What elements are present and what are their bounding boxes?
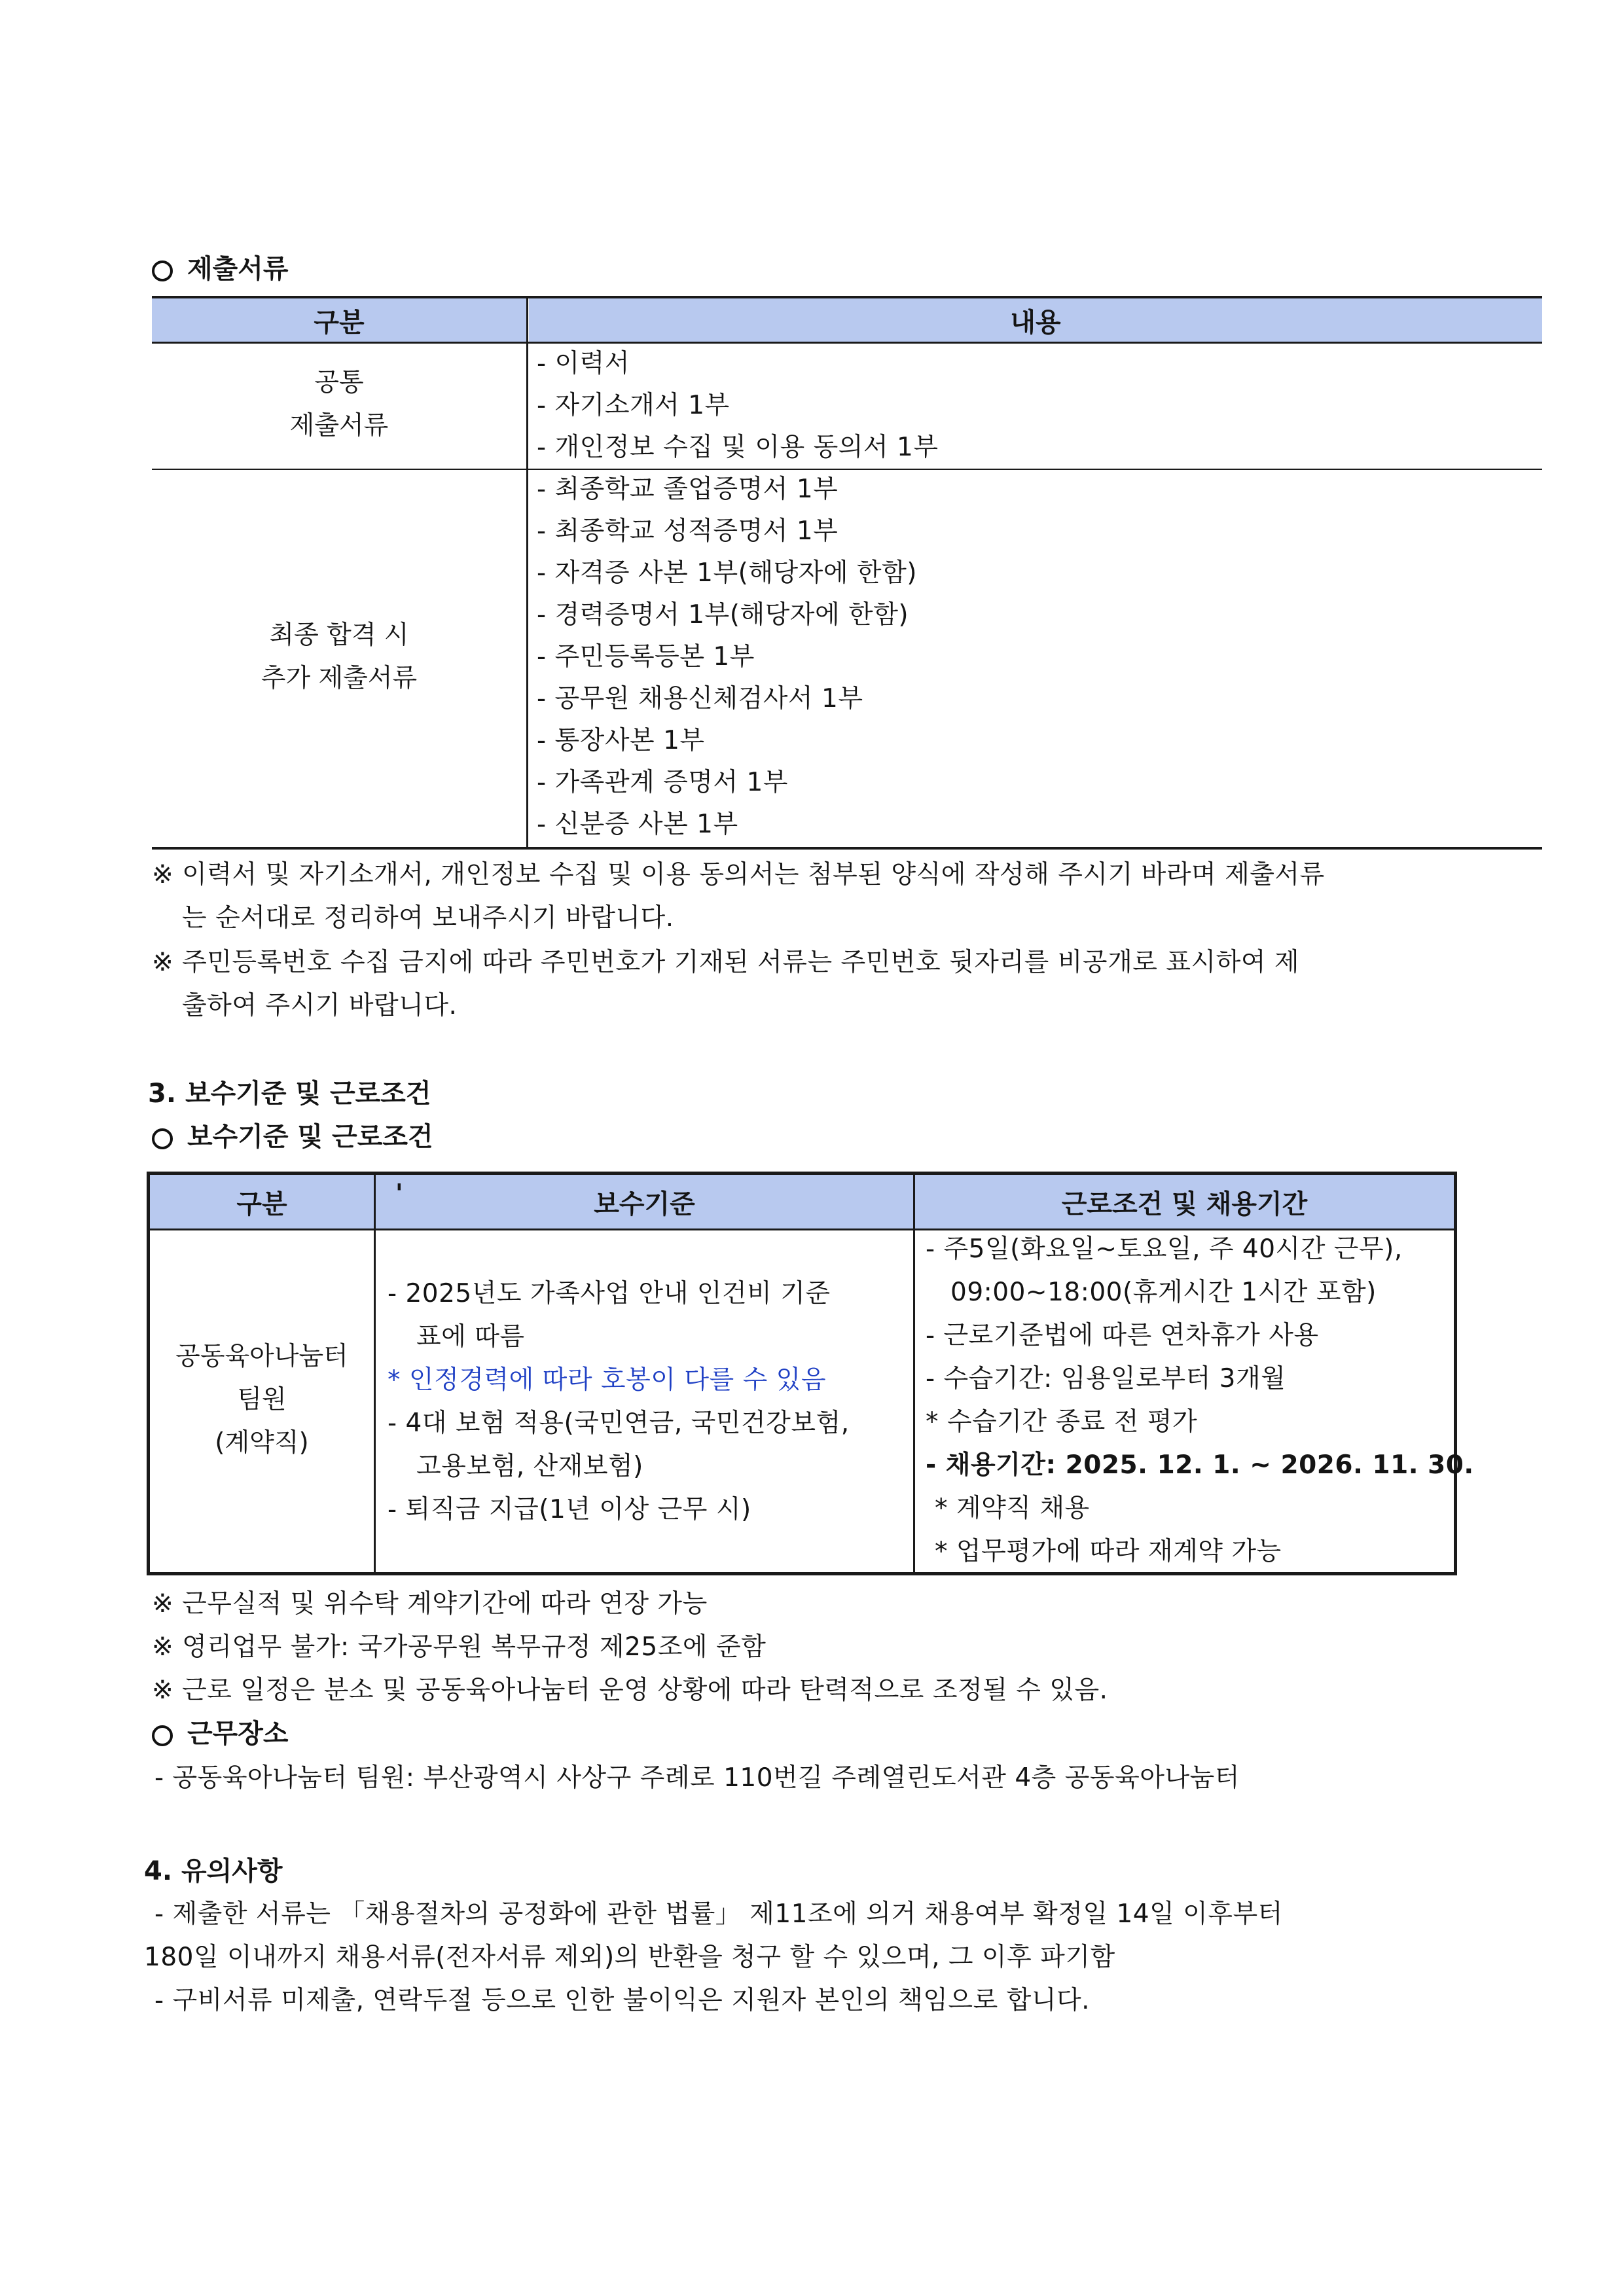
note-line: 출하여 주시기 바랍니다. [182, 991, 458, 1020]
list-item: - 4대 보험 적용(국민연금, 국민건강보험, [388, 1408, 850, 1438]
category-line: 제출서류 [289, 411, 389, 440]
submission-note [152, 941, 1299, 1028]
workplace-heading-text: 근무장소 [187, 1719, 289, 1749]
section-3-subheading [152, 1115, 433, 1158]
category-line: 팀원 [237, 1385, 287, 1414]
table-row-items [537, 343, 939, 469]
pay-standard-list [388, 1272, 850, 1532]
notice-paragraph [144, 1893, 1283, 2022]
pay-notes [152, 1583, 1108, 1712]
col-header-category: 구분 [150, 1175, 374, 1229]
note-line: 는 순서대로 정리하여 보내주시기 바랍니다. [182, 903, 674, 933]
list-item: 09:00~18:00(휴게시간 1시간 포함) [950, 1278, 1377, 1307]
notice-line: - 구비서류 미제출, 연락두절 등으로 인한 불이익은 지원자 본인의 책임으로 합니다. [154, 1986, 1091, 2015]
list-item: - 경력증명서 1부(해당자에 한함) [537, 600, 909, 630]
list-item: * 수습기간 종료 전 평가 [926, 1407, 1198, 1437]
table-row-category [152, 361, 526, 448]
workplace-text: - 공동육아나눔터 팀원: 부산광역시 사상구 주례로 110번길 주례열린도서관 4층 공동육아나눔터 [154, 1763, 1240, 1793]
column-divider [526, 298, 528, 850]
list-item: - 공무원 채용신체검사서 1부 [537, 684, 863, 713]
list-item: - 최종학교 성적증명서 1부 [537, 516, 839, 546]
table-row-items [537, 469, 917, 846]
note-line: ※ 주민등록번호 수집 금지에 따라 주민번호가 기재된 서류는 주민번호 뒷자리를 비공개로 표시하여 제 [152, 948, 1300, 977]
list-item: - 주민등록등본 1부 [537, 642, 755, 672]
note-line: ※ 영리업무 불가: 국가공무원 복무규정 제25조에 준함 [152, 1632, 767, 1662]
list-item: 표에 따름 [416, 1322, 525, 1352]
section-3-title: 3. 보수기준 및 근로조건 [148, 1079, 431, 1109]
col-header-pay-text: 보수기준 [594, 1189, 695, 1219]
notice-line: - 제출한 서류는 「채용절차의 공정화에 관한 법률」 제11조에 의거 채용여부 확정일 14일 이후부터 [154, 1899, 1283, 1929]
section-4-title: 4. 유의사항 [144, 1856, 283, 1886]
list-item: - 주5일(화요일~토요일, 주 40시간 근무), [926, 1234, 1403, 1264]
col-header-conditions: 근로조건 및 채용기간 [915, 1175, 1454, 1229]
category-line: 공통 [314, 368, 364, 397]
list-item: - 이력서 [537, 349, 630, 378]
col-header-pay [376, 1175, 913, 1229]
list-item: - 2025년도 가족사업 안내 인건비 기준 [388, 1279, 831, 1308]
submission-note [152, 853, 1325, 940]
category-line: (계약직) [215, 1428, 309, 1458]
list-item: 고용보험, 산재보험) [416, 1452, 643, 1481]
table-top-border [152, 296, 1542, 298]
column-divider [374, 1175, 376, 1572]
section-3-subheading-text: 보수기준 및 근로조건 [187, 1122, 433, 1152]
notice-line: 180일 이내까지 채용서류(전자서류 제외)의 반환을 청구 할 수 있으며, 그 이후 파기함 [144, 1943, 1115, 1972]
submission-heading-text: 제출서류 [187, 254, 289, 284]
circle-bullet-icon [152, 1725, 173, 1746]
table-bottom-border [152, 847, 1542, 850]
list-item-note: * 인정경력에 따라 호봉이 다를 수 있음 [388, 1365, 826, 1395]
header-stray-mark: ' [395, 1179, 403, 1208]
list-item: - 개인정보 수집 및 이용 동의서 1부 [537, 433, 939, 462]
submission-heading [152, 247, 289, 291]
list-item-employment-period: - 채용기간: 2025. 12. 1. ~ 2026. 11. 30. [926, 1450, 1474, 1480]
list-item: * 계약직 채용 [935, 1494, 1090, 1523]
category-line: 추가 제출서류 [261, 664, 418, 693]
list-item: * 업무평가에 따라 재계약 가능 [935, 1537, 1282, 1566]
table-row-category [150, 1335, 374, 1465]
note-line: ※ 근로 일정은 분소 및 공동육아나눔터 운영 상황에 따라 탄력적으로 조정될 수 있음. [152, 1676, 1108, 1705]
col-header-category: 구분 [152, 298, 526, 342]
list-item: - 통장사본 1부 [537, 726, 705, 755]
workplace-heading [152, 1712, 289, 1755]
circle-bullet-icon [152, 260, 173, 281]
work-conditions-list [926, 1228, 1474, 1573]
col-header-content: 내용 [529, 298, 1542, 342]
list-item: - 최종학교 졸업증명서 1부 [537, 475, 839, 504]
table-row-category [152, 614, 526, 700]
list-item: - 수습기간: 임용일로부터 3개월 [926, 1364, 1286, 1393]
note-line: ※ 근무실적 및 위수탁 계약기간에 따라 연장 가능 [152, 1589, 708, 1619]
column-divider [913, 1175, 915, 1572]
category-line: 공동육아나눔터 [175, 1342, 348, 1371]
list-item: - 신분증 사본 1부 [537, 810, 738, 839]
list-item: - 퇴직금 지급(1년 이상 근무 시) [388, 1495, 751, 1524]
circle-bullet-icon [152, 1128, 173, 1149]
note-line: ※ 이력서 및 자기소개서, 개인정보 수집 및 이용 동의서는 첨부된 양식에 작성해 주시기 바라며 제출서류 [152, 860, 1325, 889]
list-item: - 근로기준법에 따른 연차휴가 사용 [926, 1321, 1319, 1350]
list-item: - 자격증 사본 1부(해당자에 한함) [537, 558, 917, 588]
list-item: - 가족관계 증명서 1부 [537, 768, 788, 797]
list-item: - 자기소개서 1부 [537, 391, 730, 420]
category-line: 최종 합격 시 [269, 620, 409, 650]
